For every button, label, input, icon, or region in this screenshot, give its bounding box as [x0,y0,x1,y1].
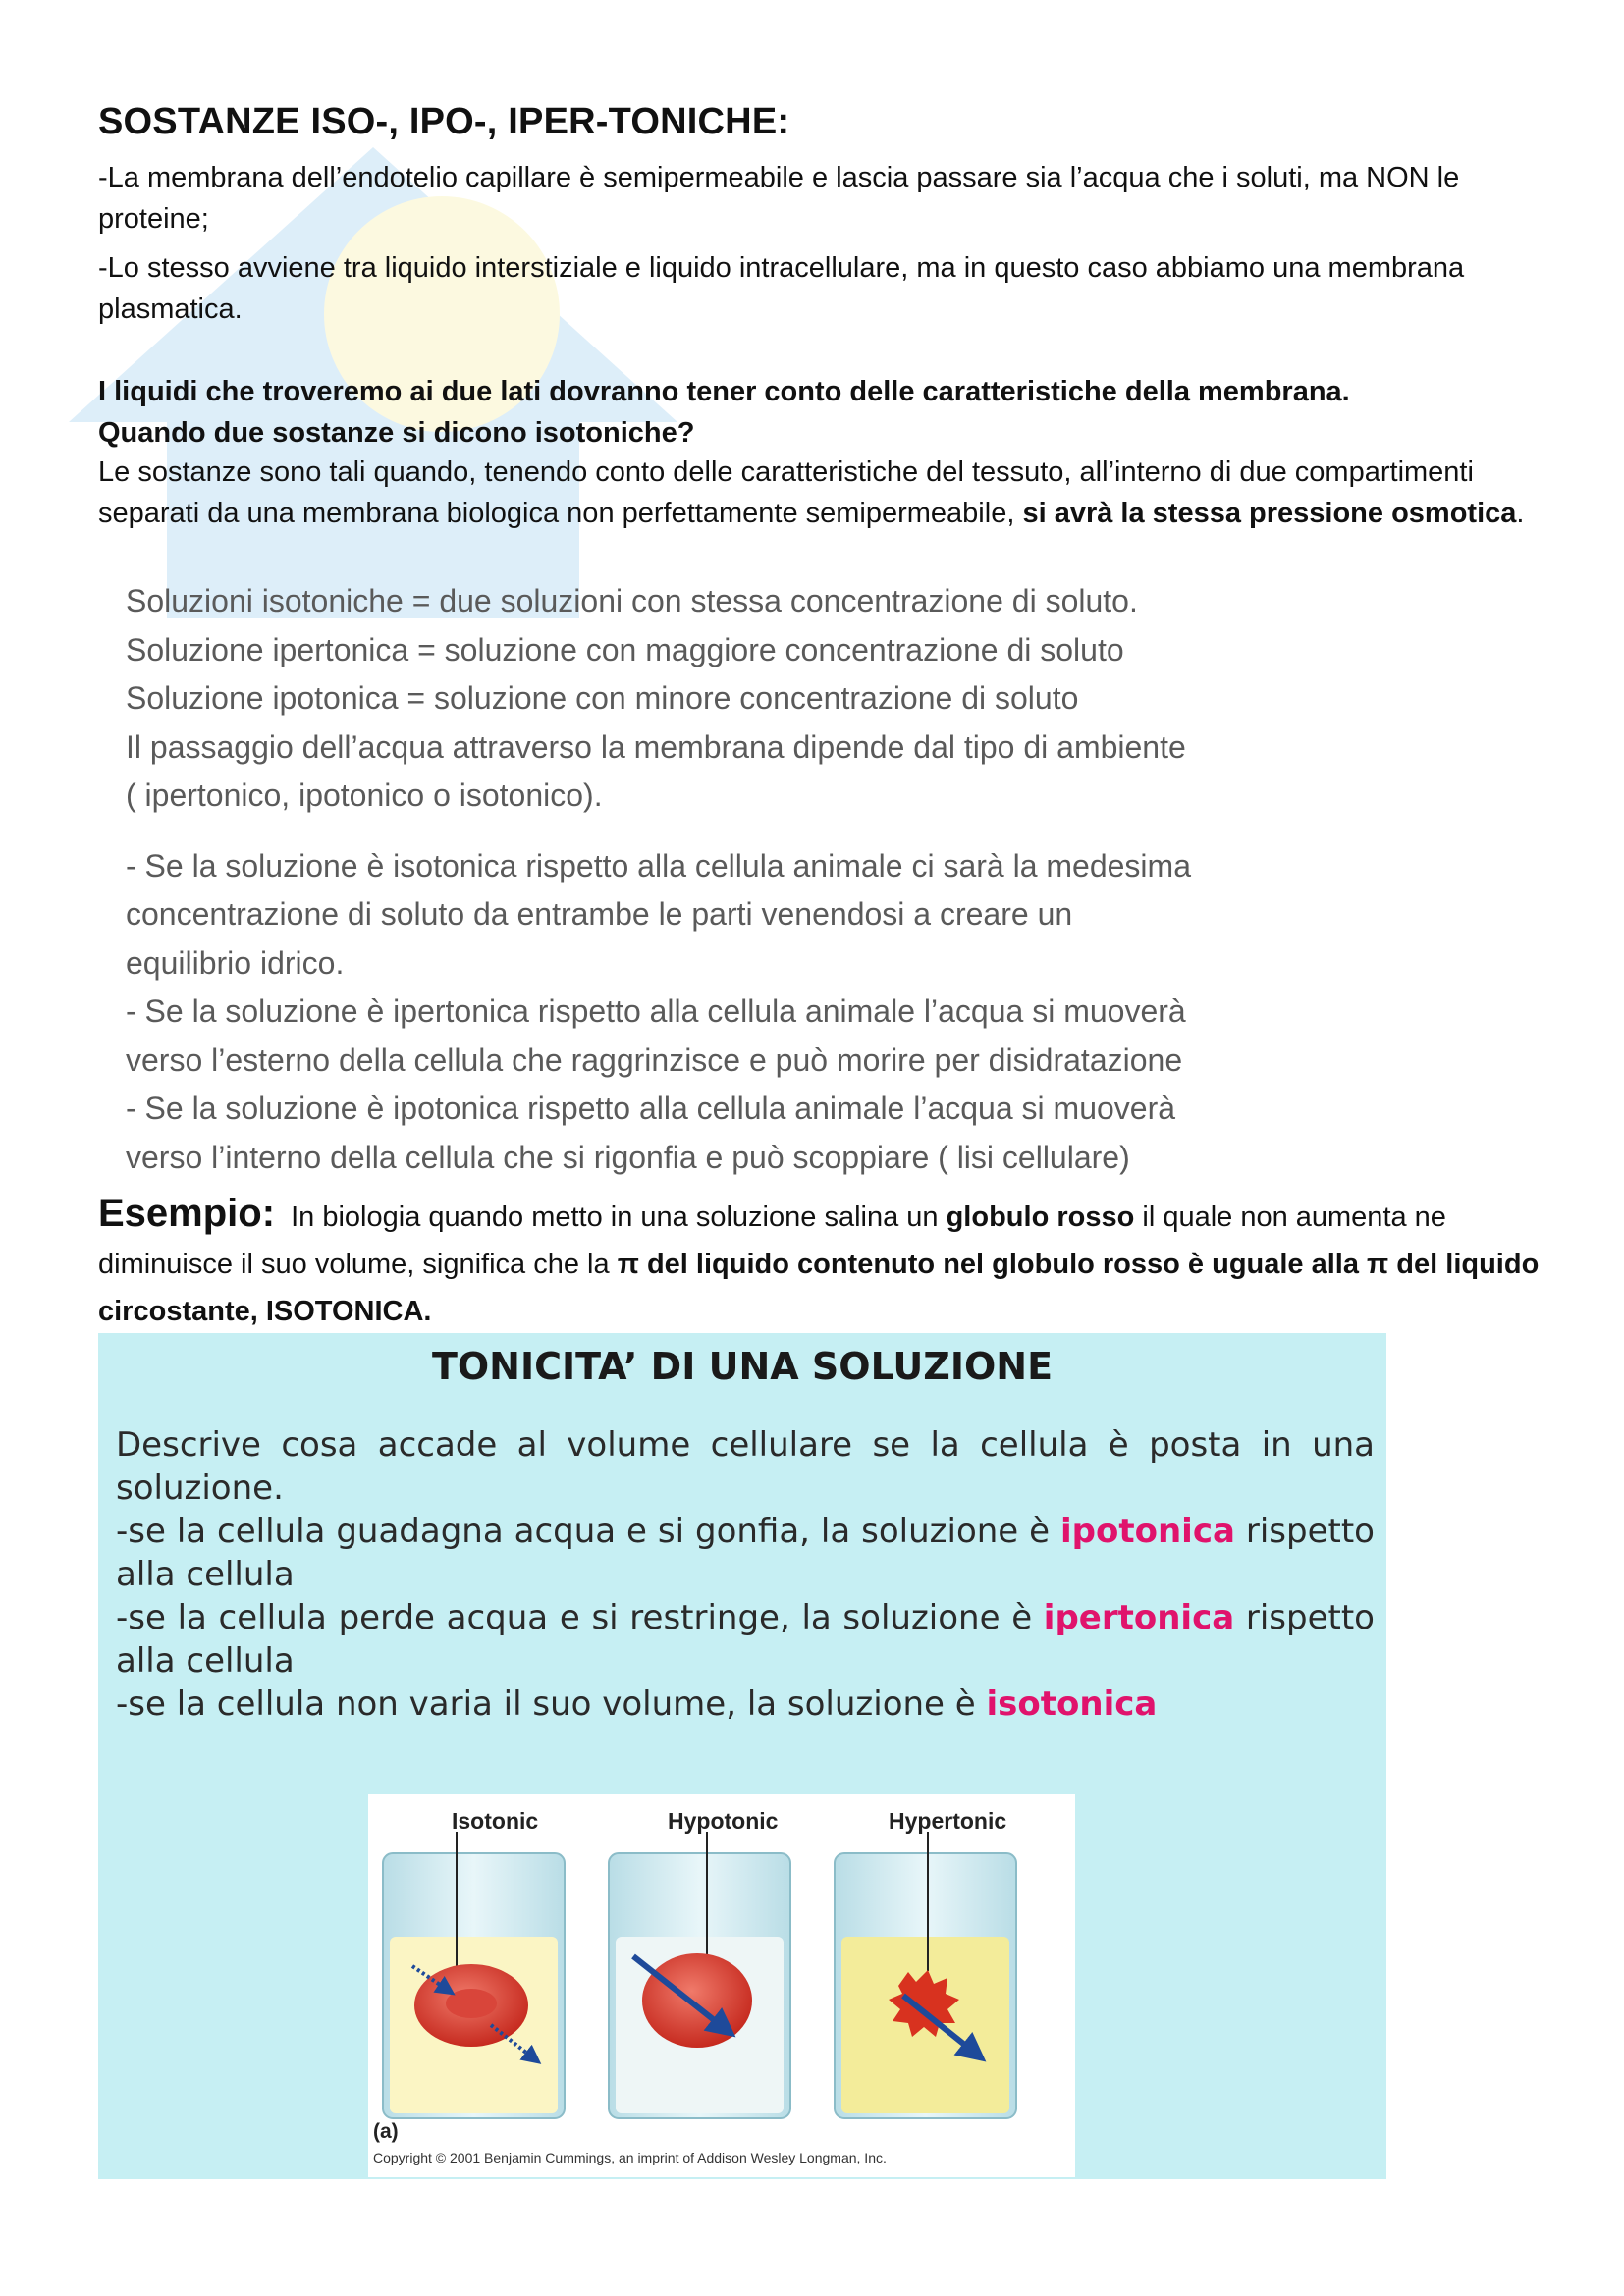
pasted-text-block [126,577,1304,1182]
slide-line: alla cellula [116,1555,295,1594]
pasted-line: Soluzione ipertonica = soluzione con maggiore concentrazione di soluto [126,631,1124,667]
slide-line-text: rispetto [1234,1598,1375,1637]
pasted-line: Soluzioni isotoniche = due soluzioni con stessa concentrazione di soluto. [126,583,1138,618]
figure-panel-label: (a) [373,2120,399,2143]
slide-text [116,1423,1375,1726]
example-label: Esempio: [98,1192,276,1235]
slide-line [116,1682,1375,1726]
pasted-line: - Se la soluzione è ipotonica rispetto alla cellula animale l’acqua si muoverà [126,1091,1176,1126]
example-bold-1: globulo rosso [946,1201,1135,1233]
label-hypotonic: Hypotonic [668,1808,779,1834]
example-paragraph [98,1190,1551,1335]
slide-line-text: -se la cellula guadagna acqua e si gonfia, la soluzione è [116,1512,1061,1551]
pasted-line: Soluzione ipotonica = soluzione con minore concentrazione di soluto [126,680,1079,716]
answer-bold: si avrà la stessa pressione osmotica [1022,498,1517,529]
answer-text: Le sostanze sono tali quando, tenendo conto delle caratteristiche del tessuto, all’interno di due compartimenti separati da una membrana biologica non perfettamente semipermeabile, [98,456,1474,529]
slide-line-text: -se la cellula non varia il suo volume, la soluzione è [116,1684,987,1724]
page-title: SOSTANZE ISO-, IPO-, IPER-TONICHE: [98,101,790,142]
tonicity-slide [98,1333,1386,2179]
slide-line: soluzione. [116,1468,284,1508]
intro-paragraph-1: -La membrana dell’endotelio capillare è semipermeabile e lascia passare sia l’acqua che i soluti, ma NON le proteine; [98,162,1460,235]
intro-paragraph-2: -Lo stesso avviene tra liquido interstiziale e liquido intracellulare, ma in questo caso abbiamo una membrana plasmatica. [98,252,1465,325]
slide-line-text: rispetto [1234,1512,1375,1551]
pasted-line: - Se la soluzione è isotonica rispetto alla cellula animale ci sarà la medesima [126,847,1191,883]
slide-line: Descrive cosa accade al volume cellulare se la cellula è posta in una [116,1425,1375,1465]
question: Quando due sostanze si dicono isotoniche? [98,417,695,449]
beaker-hypotonic [609,1832,790,2118]
pasted-line: concentrazione di soluto da entrambe le parti venendosi a creare un [126,896,1073,932]
pasted-line: verso l’esterno della cellula che raggrinzisce e può morire per disidratazione [126,1041,1183,1078]
example-text-1: In biologia quando metto in una soluzione salina un [283,1201,947,1233]
pasted-line: - Se la soluzione è ipertonica rispetto alla cellula animale l’acqua si muoverà [126,993,1186,1029]
example-bold-2: π del liquido contenuto nel globulo rosso è uguale alla π del liquido circostante, ISOTONICA. [98,1249,1540,1327]
pasted-line: Il passaggio dell’acqua attraverso la membrana dipende dal tipo di ambiente [126,728,1186,765]
label-isotonic: Isotonic [452,1808,539,1834]
bold-statement: I liquidi che troveremo ai due lati dovranno tener conto delle caratteristiche della membrana. [98,376,1350,407]
pasted-line: equilibrio idrico. [126,944,345,981]
slide-title: TONICITA’ DI UNA SOLUZIONE [431,1345,1054,1388]
beaker-isotonic [383,1832,565,2118]
term-ipotonica: ipotonica [1060,1512,1235,1551]
answer-end: . [1516,498,1525,529]
answer-paragraph [98,452,1542,534]
pasted-line: verso l’interno della cellula che si rigonfia e può scoppiare ( lisi cellulare) [126,1139,1130,1175]
bold-statement-block [98,371,1542,454]
beaker-hypertonic [835,1832,1016,2118]
slide-line-text: -se la cellula perde acqua e si restringe, la soluzione è [116,1598,1044,1637]
slide-line [116,1510,1375,1553]
term-isotonica: isotonica [986,1684,1158,1724]
slide-line: alla cellula [116,1641,295,1681]
term-ipertonica: ipertonica [1043,1598,1235,1637]
example-text-2: il quale non aumenta ne diminuisce il suo volume, significa che la [98,1201,1446,1280]
slide-line [116,1596,1375,1639]
figure-copyright: Copyright © 2001 Benjamin Cummings, an imprint of Addison Wesley Longman, Inc. [373,2150,887,2165]
pasted-line: ( ipertonico, ipotonico o isotonico). [126,777,603,813]
pasted-gap [126,821,1304,842]
tonicity-figure [368,1794,1075,2177]
beakers-illustration [368,1794,1075,2177]
label-hypertonic: Hypertonic [889,1808,1007,1834]
